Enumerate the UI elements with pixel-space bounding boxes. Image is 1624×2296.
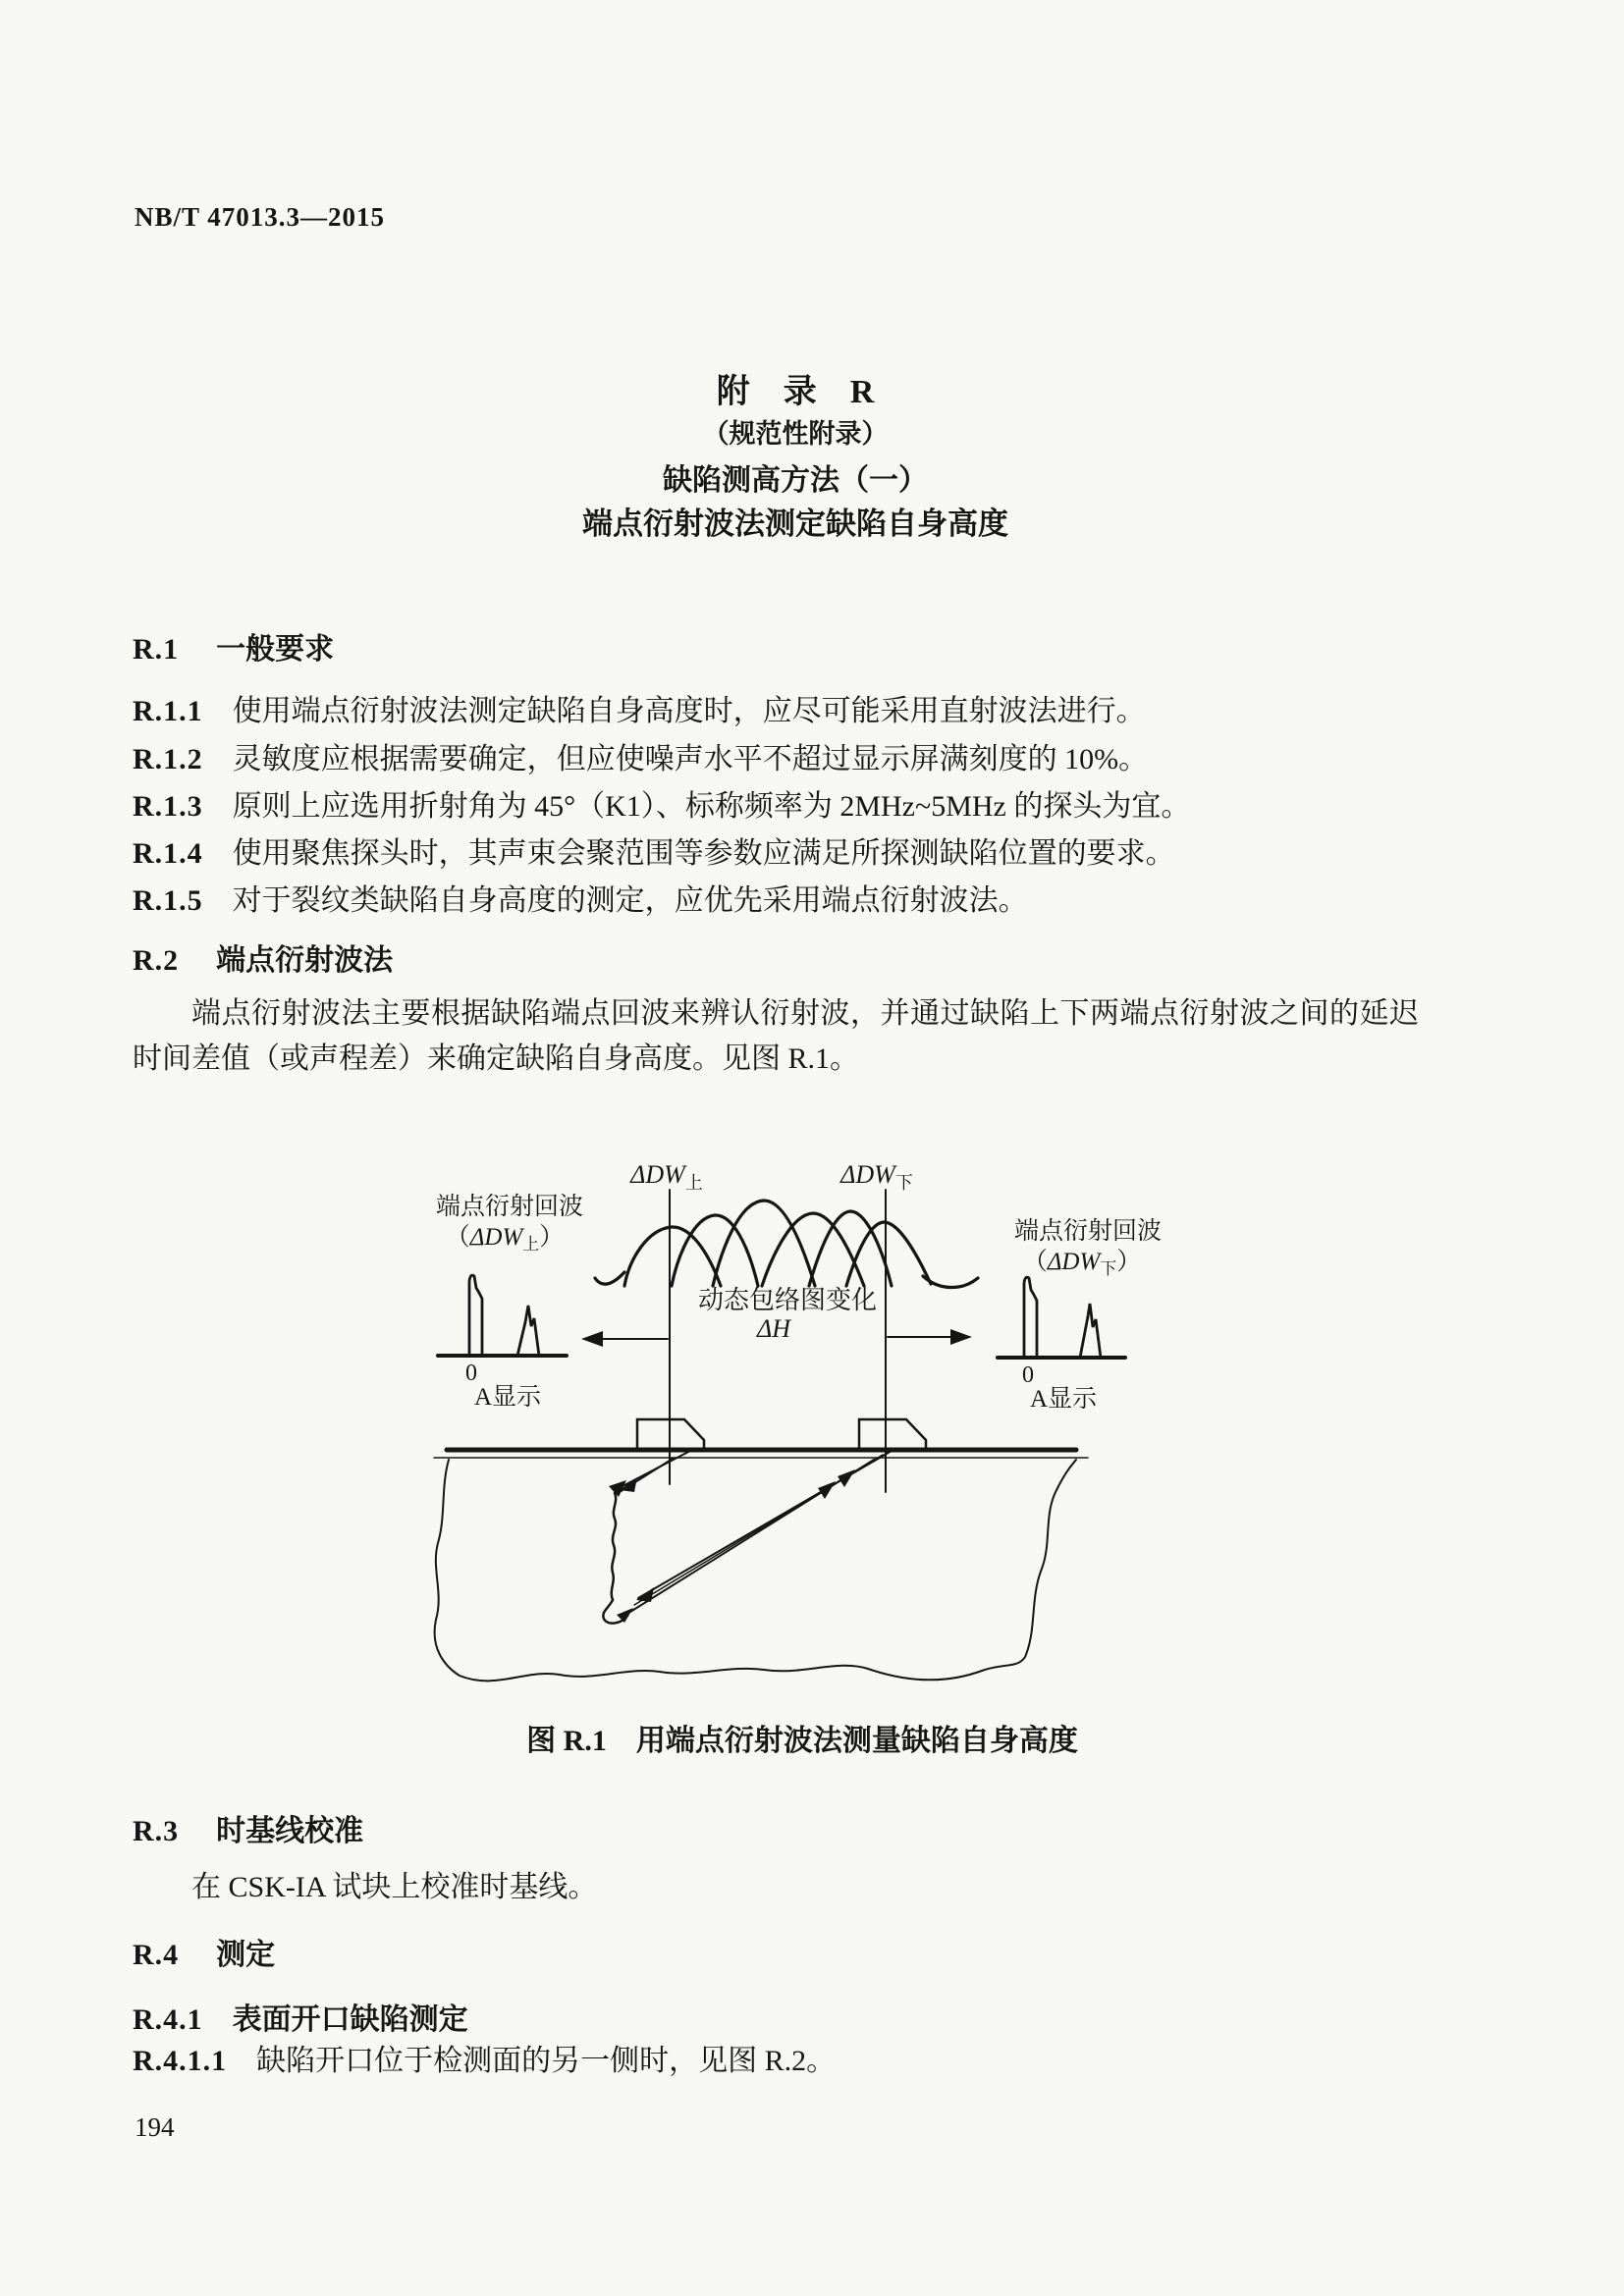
clause-r111 bbox=[133, 686, 1146, 729]
crack-bottom-hook bbox=[603, 1600, 627, 1624]
clause-r113 bbox=[133, 781, 1190, 825]
clause-r114 bbox=[133, 828, 1175, 872]
label-zero-right: 0 bbox=[1022, 1362, 1034, 1388]
a-scan-left bbox=[438, 1275, 567, 1356]
a-scan-left-peak-2 bbox=[517, 1306, 539, 1356]
section-r41-heading bbox=[133, 1995, 468, 2038]
crack-top-tip bbox=[614, 1486, 621, 1493]
clause-number: R.1.5 bbox=[133, 884, 203, 917]
beam-upper-endpoint bbox=[620, 1451, 690, 1492]
beam-lower-arrowhead-1 bbox=[838, 1469, 855, 1487]
appendix-title: 附 录 R bbox=[716, 374, 875, 410]
clause-number: R.1.2 bbox=[133, 743, 203, 775]
section-title: 一般要求 bbox=[216, 633, 335, 666]
section-r3-heading bbox=[133, 1806, 363, 1849]
clause-text: 对于裂纹类缺陷自身高度的测定，应优先采用端点衍射波法。 bbox=[232, 884, 1028, 917]
clause-text: 灵敏度应根据需要确定，但应使噪声水平不超过显示屏满刻度的 10%。 bbox=[232, 743, 1149, 775]
label-echo-right-line2: $(\Delta DW_下)$ bbox=[1022, 1249, 1142, 1278]
clause-text: 使用端点衍射波法测定缺陷自身高度时，应尽可能采用直射波法进行。 bbox=[232, 695, 1146, 727]
section-number: R.1 bbox=[133, 633, 180, 666]
clause-number: R.4.1.1 bbox=[133, 2045, 228, 2077]
specimen-outline bbox=[435, 1460, 1076, 1681]
a-scan-right-peak-1 bbox=[1024, 1277, 1037, 1358]
clause-number: R.1.1 bbox=[133, 695, 203, 727]
clause-number: R.1.4 bbox=[133, 837, 203, 870]
section-title: 时基线校准 bbox=[216, 1815, 364, 1847]
scan-arrow-right-head bbox=[950, 1329, 972, 1345]
section-r1-heading bbox=[133, 624, 334, 667]
beam-lower-arrowhead-2 bbox=[818, 1481, 836, 1499]
label-dw-lower: $\Delta DW_下$ bbox=[840, 1160, 913, 1193]
label-envelope: 动态包络图变化 bbox=[697, 1286, 878, 1314]
label-delta-h: ΔH bbox=[756, 1314, 791, 1343]
clause-number: R.1.3 bbox=[133, 790, 203, 823]
clause-text: 原则上应选用折射角为 45°（K1）、标称频率为 2MHz~5MHz 的探头为宜。 bbox=[232, 790, 1191, 823]
label-echo-right-line1: 端点衍射回波 bbox=[1013, 1218, 1163, 1245]
section-r2-paragraph: 端点衍射波法主要根据缺陷端点回波来辨认衍射波，并通过缺陷上下两端点衍射波之间的延迟时间差值（或声程差）来确定缺陷自身高度。见图 R.1。 bbox=[133, 997, 1419, 1075]
page-number: 194 bbox=[135, 2112, 175, 2142]
section-r3-paragraph: 在 CSK-IA 试块上校准时基线。 bbox=[191, 1871, 598, 1903]
appendix-subtitle-normative: （规范性附录） bbox=[702, 419, 889, 449]
standard-number: NB/T 47013.3—2015 bbox=[135, 202, 386, 232]
crack-top-arrowhead bbox=[609, 1480, 626, 1497]
section-number: R.3 bbox=[133, 1815, 180, 1847]
section-title: 端点衍射波法 bbox=[216, 944, 394, 977]
clause-text: 缺陷开口位于检测面的另一侧时，见图 R.2。 bbox=[256, 2045, 837, 2077]
probe-lower-endpoint bbox=[859, 1419, 926, 1449]
figure-r1-caption: 图 R.1 用端点衍射波法测量缺陷自身高度 bbox=[526, 1725, 1078, 1757]
probe-upper-endpoint bbox=[637, 1419, 704, 1449]
section-title: 测定 bbox=[216, 1939, 276, 1971]
section-number: R.4 bbox=[133, 1939, 180, 1971]
defect-crack bbox=[603, 1480, 633, 1624]
label-a-display-left: A显示 bbox=[473, 1384, 542, 1411]
section-title: 表面开口缺陷测定 bbox=[232, 2003, 468, 2036]
section-r2-heading bbox=[133, 935, 393, 979]
scan-arrow-left-head bbox=[581, 1331, 603, 1347]
figure-linework bbox=[434, 1190, 1125, 1681]
crack-line bbox=[612, 1493, 616, 1600]
section-r4-heading bbox=[133, 1930, 275, 1973]
appendix-subtitle-topic: 端点衍射波法测定缺陷自身高度 bbox=[582, 507, 1008, 541]
label-echo-left-line2: $(\Delta DW_上)$ bbox=[445, 1224, 565, 1254]
a-scan-right bbox=[998, 1277, 1125, 1358]
label-a-display-right: A显示 bbox=[1029, 1386, 1098, 1413]
crack-bottom-arrowhead bbox=[617, 1608, 633, 1623]
section-number: R.2 bbox=[133, 944, 180, 977]
a-scan-right-peak-2 bbox=[1080, 1304, 1101, 1358]
beam-lower-endpoint bbox=[630, 1451, 892, 1612]
clause-r4111 bbox=[133, 2036, 836, 2079]
label-dw-upper: $\Delta DW_上$ bbox=[630, 1160, 703, 1193]
clause-r112 bbox=[133, 734, 1148, 777]
beam-upper-arrowhead bbox=[620, 1477, 637, 1492]
clause-r115 bbox=[133, 876, 1028, 919]
clause-text: 使用聚焦探头时，其声束会聚范围等参数应满足所探测缺陷位置的要求。 bbox=[232, 837, 1175, 870]
section-number: R.4.1 bbox=[133, 2003, 203, 2036]
dynamic-envelope-curve bbox=[595, 1201, 978, 1288]
label-echo-left-line1: 端点衍射回波 bbox=[435, 1194, 584, 1220]
label-zero-left: 0 bbox=[465, 1361, 477, 1386]
appendix-subtitle-method: 缺陷测高方法（一） bbox=[663, 464, 928, 497]
beam-lower-arrowhead-3 bbox=[636, 1587, 654, 1602]
a-scan-left-peak-1 bbox=[469, 1275, 482, 1356]
